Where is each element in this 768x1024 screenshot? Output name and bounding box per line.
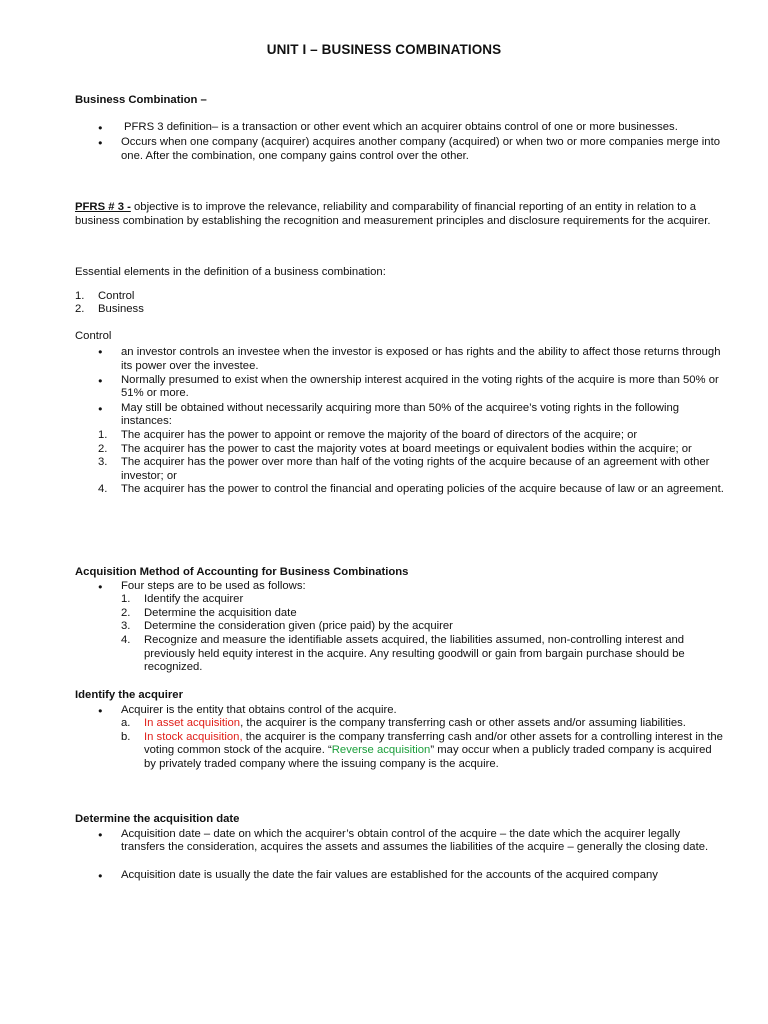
- pfrs-label: PFRS # 3 -: [75, 201, 131, 213]
- numbered-list: [121, 593, 725, 675]
- list-item: 3. Determine the consideration given (price paid) by the acquirer: [121, 620, 453, 633]
- control-heading: Control: [75, 330, 112, 342]
- business-combination-section: [75, 94, 725, 163]
- acquisition-method-section: [75, 566, 725, 675]
- list-item: 2. Business: [75, 303, 144, 316]
- section-heading: Determine the acquisition date: [75, 813, 240, 825]
- list-item: ● Normally presumed to exist when the ownership interest acquired in the voting rights of the acquire is more than 50% or 51% or more.: [75, 374, 725, 401]
- numbered-list: [75, 290, 725, 317]
- bullet-list: [75, 580, 725, 675]
- bullet-list: [75, 828, 725, 883]
- list-item: ● May still be obtained without necessarily acquiring more than 50% of the acquiree’s voting rights in the following instances: 1. The acquirer has the power to appoint or remove the majority of the board of directors of the acquire; or 2. The acquirer has the power to cast the majority votes at board meetings or equivalent bodies within the acquire; or 3. The acquirer has the power over more than half of the voting rights of the acquire because of an agreement with other investor; or 4. The acquirer has the power to control the financial and operating policies of the acquire because of law or an agreement.: [75, 402, 725, 497]
- list-item: ● Acquirer is the entity that obtains control of the acquire. a. In asset acquisition, the acquirer is the company transferring cash or other assets and/or assuming liabilities. b. In stock acquisition, the acquirer is the company transferring cash and/or other assets for a controlling interest in the voting common stock of the acquire. “Reverse acquisition” may occur when a publicly traded company is acquired by privately traded company where the issuing company is the acquire.: [75, 704, 725, 772]
- list-item: 4. Recognize and measure the identifiable assets acquired, the liabilities assumed, non-controlling interest and previously held equity interest in the acquire. Any resulting goodwill or gain from bargain purchase should be recognized.: [121, 633, 685, 674]
- list-item: 2. The acquirer has the power to cast the majority votes at board meetings or equivalent bodies within the acquire; or: [98, 442, 692, 455]
- pfrs-text: objective is to improve the relevance, reliability and comparability of financial reporting of an entity in relation to a business combination by establishing the recognition and measurement principles and disclosure requirements for the acquirer.: [75, 201, 711, 227]
- list-item: 1. Control: [75, 289, 135, 302]
- list-item: ● Acquisition date – date on which the acquirer’s obtain control of the acquire – the date which the acquirer legally transfers the consideration, acquires the assets and assumes the liabilities of the acquire – generally the closing date.: [75, 828, 725, 855]
- list-item: b. In stock acquisition, the acquirer is the company transferring cash and/or other assets for a controlling interest in the voting common stock of the acquire. “Reverse acquisition” may occur when a publicly traded company is acquired by privately traded company where the issuing company is the acquire.: [121, 730, 723, 770]
- essential-elements-section: [75, 266, 725, 317]
- list-item: ● Occurs when one company (acquirer) acquires another company (acquired) or when two or more companies merge into one. After the combination, one company gains control over the other.: [75, 136, 725, 163]
- essential-intro: Essential elements in the definition of a business combination:: [75, 266, 386, 278]
- list-item: 3. The acquirer has the power over more than half of the voting rights of the acquire because of an agreement with other investor; or: [98, 456, 710, 482]
- list-item: 2. Determine the acquisition date: [121, 606, 297, 619]
- lettered-list: [121, 717, 725, 771]
- bullet-list: [75, 704, 725, 772]
- page-title: UNIT I – BUSINESS COMBINATIONS: [266, 42, 502, 57]
- bullet-list: [75, 121, 725, 164]
- stock-acquisition-term: In stock acquisition,: [144, 730, 243, 743]
- list-item: ● Acquisition date is usually the date the fair values are established for the accounts of the acquired company: [75, 869, 725, 883]
- control-section: [75, 330, 725, 497]
- section-heading: Business Combination –: [75, 94, 207, 106]
- list-item: 4. The acquirer has the power to control the financial and operating policies of the acquire because of law or an agreement.: [98, 483, 724, 496]
- list-item: a. In asset acquisition, the acquirer is the company transferring cash or other assets and/or assuming liabilities.: [121, 717, 686, 730]
- section-heading: Identify the acquirer: [75, 689, 183, 701]
- pfrs-paragraph: [75, 201, 725, 228]
- identify-acquirer-section: [75, 689, 725, 772]
- bullet-list: [75, 345, 725, 497]
- list-item: ● an investor controls an investee when the investor is exposed or has rights and the ability to affect those returns through its power over the investee.: [75, 345, 725, 374]
- list-item: 1. The acquirer has the power to appoint or remove the majority of the board of directors of the acquire; or: [98, 428, 638, 441]
- list-item: ● PFRS 3 definition– is a transaction or other event which an acquirer obtains control of one or more businesses.: [75, 121, 725, 135]
- acquisition-date-section: [75, 813, 725, 882]
- section-heading: Acquisition Method of Accounting for Business Combinations: [75, 566, 409, 578]
- list-item: ● Four steps are to be used as follows: 1. Identify the acquirer 2. Determine the acquisition date 3. Determine the consideration given (price paid) by the acquirer 4. Recognize and measure the identifiable assets acquired, the liabilities assumed, non-controlling interest and previously held equity interest in the acquire. Any resulting goodwill or gain from bargain purchase should be recognized.: [75, 580, 725, 675]
- asset-acquisition-term: In asset acquisition: [144, 717, 241, 730]
- reverse-acquisition-term: Reverse acquisition: [331, 744, 431, 757]
- list-item: 1. Identify the acquirer: [121, 593, 244, 606]
- numbered-list: [98, 429, 725, 497]
